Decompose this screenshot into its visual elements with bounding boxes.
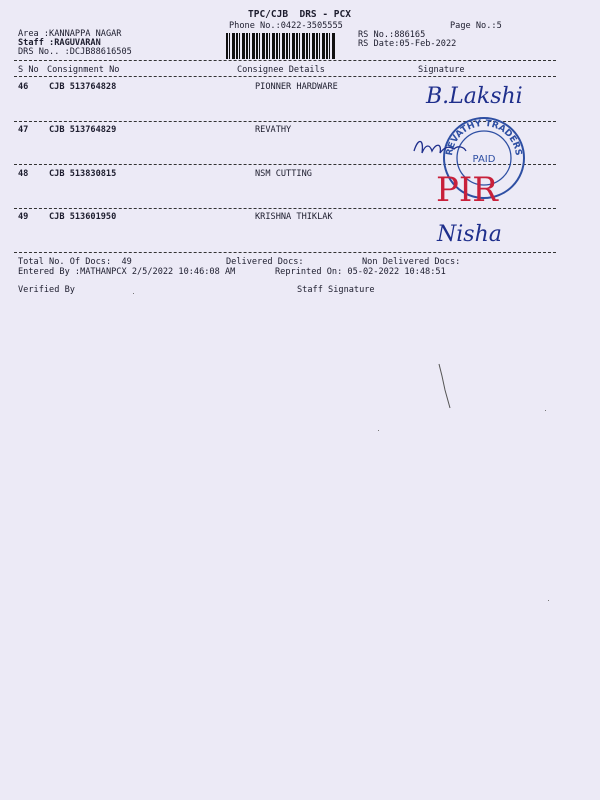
area-label: Area :KANNAPPA NAGAR (18, 29, 122, 39)
row-sno: 49 (18, 212, 29, 222)
barcode (226, 33, 336, 59)
rs-date: RS Date:05-Feb-2022 (358, 39, 457, 49)
document-title: TPC/CJB DRS - PCX (248, 9, 351, 20)
reprinted-on: Reprinted On: 05-02-2022 10:48:51 (275, 267, 446, 277)
row-consignee: PIONNER HARDWARE (255, 82, 338, 92)
col-sno: S No (18, 65, 39, 75)
col-consignee: Consignee Details (237, 65, 325, 75)
header-rule-top (14, 60, 556, 61)
scan-speck (133, 293, 134, 294)
row-sno: 48 (18, 169, 29, 179)
svg-text:REVATHY TRADERS: REVATHY TRADERS (444, 118, 523, 157)
row-consignment: CJB 513764829 (49, 125, 117, 135)
row-consignment: CJB 513764828 (49, 82, 117, 92)
row-divider (14, 252, 556, 253)
header-rule-bottom (14, 76, 556, 77)
row-sno: 47 (18, 125, 29, 135)
row-sno: 46 (18, 82, 29, 92)
page-number: Page No.:5 (450, 21, 502, 31)
scan-mark (436, 362, 456, 412)
drs-number: DRS No.. :DCJB88616505 (18, 47, 132, 57)
svg-text:PAID: PAID (472, 154, 496, 165)
row-consignee: KRISHNA THIKLAK (255, 212, 333, 222)
phone-number: Phone No.:0422-3505555 (229, 21, 343, 31)
verified-by: Verified By (18, 285, 75, 295)
row-consignment: CJB 513601950 (49, 212, 117, 222)
col-consignment: Consignment No (47, 65, 120, 75)
scan-speck (378, 430, 379, 431)
row-consignment: CJB 513830815 (49, 169, 117, 179)
staff-label: Staff :RAGUVARAN (18, 38, 101, 48)
entered-by: Entered By :MATHANPCX 2/5/2022 10:46:08 AM (18, 267, 236, 277)
signature-row-49: Nisha (437, 222, 502, 247)
rs-number: RS No.:886165 (358, 30, 426, 40)
row-consignee: NSM CUTTING (255, 169, 312, 179)
row-consignee: REVATHY (255, 125, 292, 135)
scan-speck (548, 600, 549, 601)
total-docs: Total No. Of Docs: 49 (18, 257, 132, 267)
col-signature: Signature (418, 65, 465, 75)
signature-row-47 (410, 133, 470, 163)
signature-row-48: PIR (436, 170, 498, 210)
staff-signature: Staff Signature (297, 285, 375, 295)
signature-row-46: B.Lakshi (426, 84, 523, 109)
delivered-docs: Delivered Docs: (226, 257, 304, 267)
non-delivered-docs: Non Delivered Docs: (362, 257, 461, 267)
scan-speck (545, 410, 546, 411)
